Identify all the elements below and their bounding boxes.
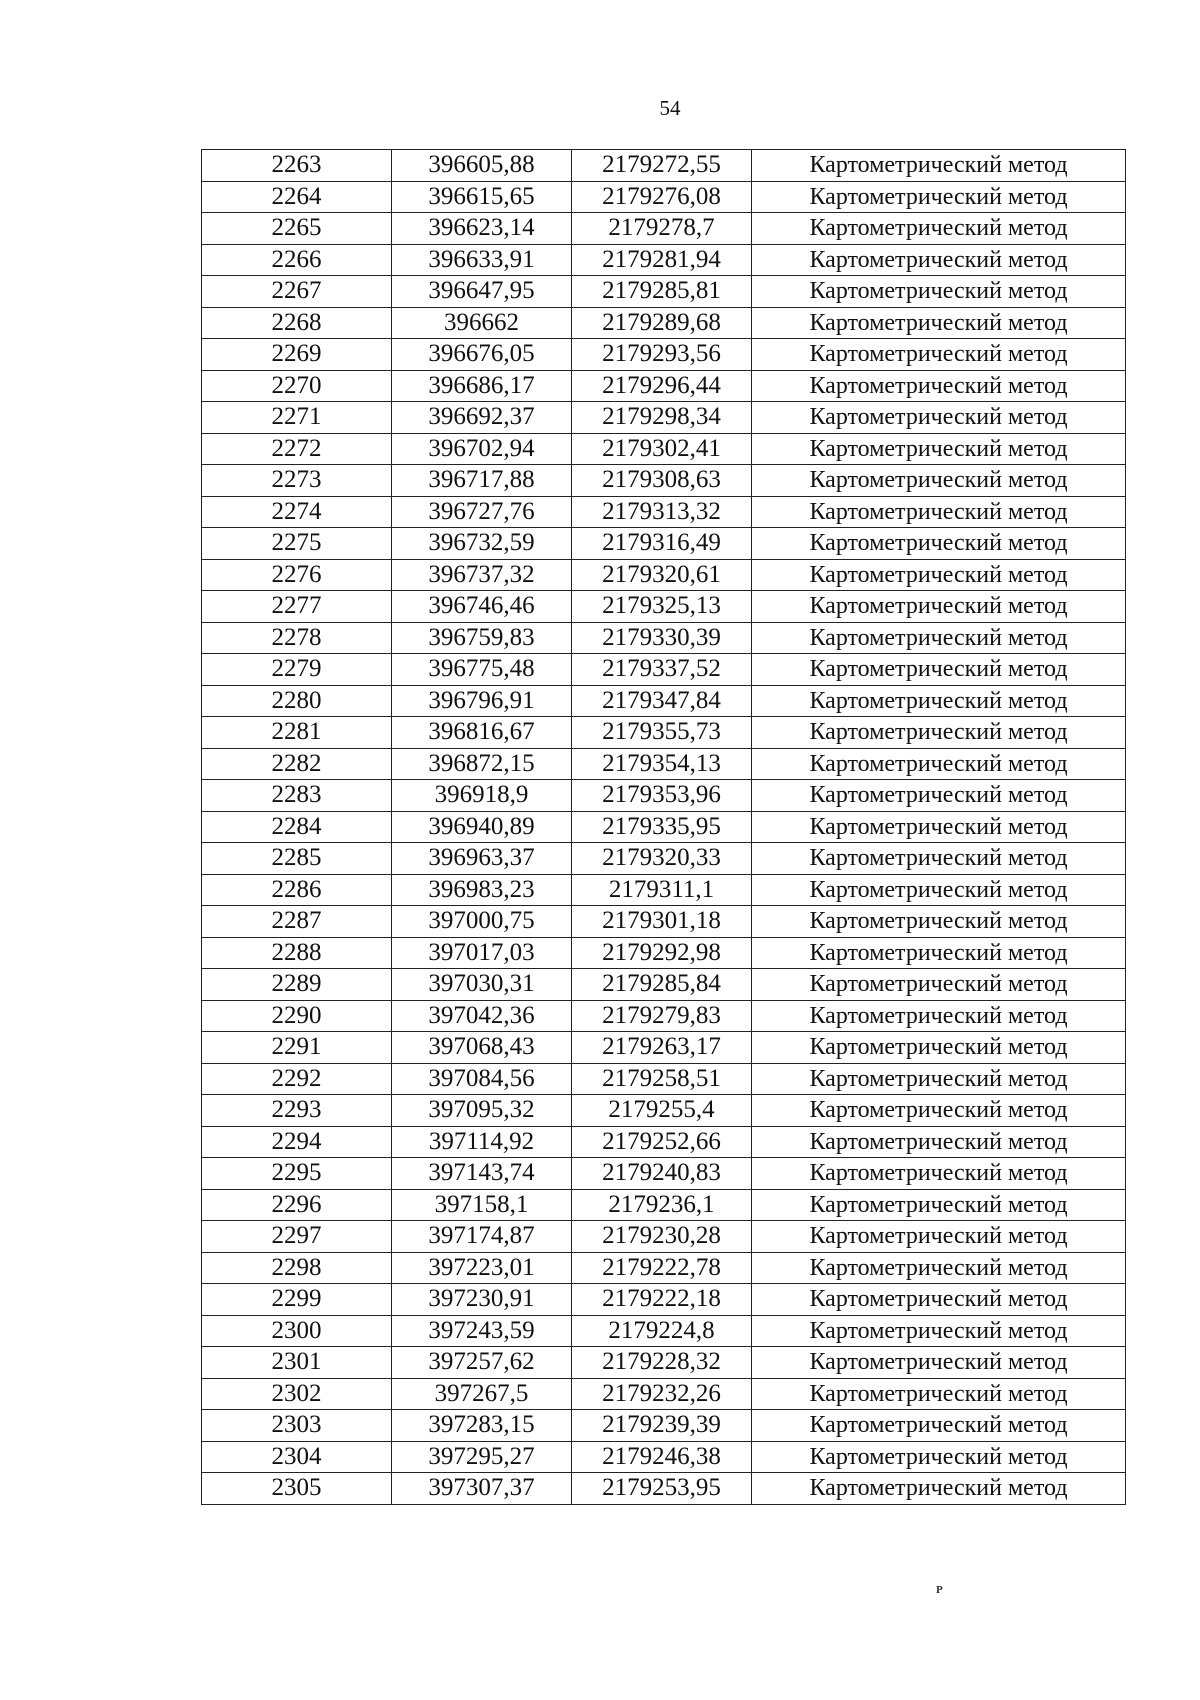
x-coordinate-cell: 397295,27 [392, 1441, 572, 1473]
x-coordinate-cell: 396737,32 [392, 559, 572, 591]
method-cell: Картометрический метод [752, 685, 1126, 717]
x-coordinate-cell: 396727,76 [392, 496, 572, 528]
table-row [202, 370, 1126, 402]
method-cell: Картометрический метод [752, 1315, 1126, 1347]
table-row [202, 150, 1126, 182]
method-cell: Картометрический метод [752, 717, 1126, 749]
point-number-cell: 2300 [202, 1315, 392, 1347]
table-row [202, 559, 1126, 591]
y-coordinate-cell: 2179320,61 [572, 559, 752, 591]
y-coordinate-cell: 2179293,56 [572, 339, 752, 371]
method-cell: Картометрический метод [752, 1189, 1126, 1221]
y-coordinate-cell: 2179232,26 [572, 1378, 752, 1410]
method-cell: Картометрический метод [752, 780, 1126, 812]
method-cell: Картометрический метод [752, 150, 1126, 182]
table-row [202, 1284, 1126, 1316]
method-cell: Картометрический метод [752, 874, 1126, 906]
method-cell: Картометрический метод [752, 1095, 1126, 1127]
point-number-cell: 2303 [202, 1410, 392, 1442]
method-cell: Картометрический метод [752, 654, 1126, 686]
point-number-cell: 2279 [202, 654, 392, 686]
x-coordinate-cell: 397230,91 [392, 1284, 572, 1316]
x-coordinate-cell: 396963,37 [392, 843, 572, 875]
y-coordinate-cell: 2179289,68 [572, 307, 752, 339]
point-number-cell: 2276 [202, 559, 392, 591]
y-coordinate-cell: 2179335,95 [572, 811, 752, 843]
method-cell: Картометрический метод [752, 1410, 1126, 1442]
method-cell: Картометрический метод [752, 339, 1126, 371]
method-cell: Картометрический метод [752, 622, 1126, 654]
table-row [202, 496, 1126, 528]
x-coordinate-cell: 396717,88 [392, 465, 572, 497]
point-number-cell: 2271 [202, 402, 392, 434]
table-row [202, 244, 1126, 276]
x-coordinate-cell: 397030,31 [392, 969, 572, 1001]
point-number-cell: 2298 [202, 1252, 392, 1284]
method-cell: Картометрический метод [752, 528, 1126, 560]
table-row [202, 1473, 1126, 1505]
x-coordinate-cell: 397114,92 [392, 1126, 572, 1158]
method-cell: Картометрический метод [752, 244, 1126, 276]
y-coordinate-cell: 2179228,32 [572, 1347, 752, 1379]
table-row [202, 276, 1126, 308]
method-cell: Картометрический метод [752, 1252, 1126, 1284]
table-row [202, 1347, 1126, 1379]
method-cell: Картометрический метод [752, 307, 1126, 339]
table-row [202, 748, 1126, 780]
point-number-cell: 2272 [202, 433, 392, 465]
table-row [202, 1378, 1126, 1410]
x-coordinate-cell: 397158,1 [392, 1189, 572, 1221]
point-number-cell: 2301 [202, 1347, 392, 1379]
table-row [202, 1126, 1126, 1158]
point-number-cell: 2284 [202, 811, 392, 843]
stray-mark: P [936, 1584, 943, 1596]
table-row [202, 591, 1126, 623]
y-coordinate-cell: 2179337,52 [572, 654, 752, 686]
x-coordinate-cell: 396732,59 [392, 528, 572, 560]
point-number-cell: 2263 [202, 150, 392, 182]
x-coordinate-cell: 396872,15 [392, 748, 572, 780]
point-number-cell: 2290 [202, 1000, 392, 1032]
table-row [202, 780, 1126, 812]
x-coordinate-cell: 397267,5 [392, 1378, 572, 1410]
y-coordinate-cell: 2179285,81 [572, 276, 752, 308]
x-coordinate-cell: 396702,94 [392, 433, 572, 465]
method-cell: Картометрический метод [752, 465, 1126, 497]
y-coordinate-cell: 2179311,1 [572, 874, 752, 906]
table-row [202, 654, 1126, 686]
table-row [202, 307, 1126, 339]
point-number-cell: 2293 [202, 1095, 392, 1127]
y-coordinate-cell: 2179255,4 [572, 1095, 752, 1127]
y-coordinate-cell: 2179355,73 [572, 717, 752, 749]
method-cell: Картометрический метод [752, 496, 1126, 528]
method-cell: Картометрический метод [752, 1000, 1126, 1032]
y-coordinate-cell: 2179236,1 [572, 1189, 752, 1221]
x-coordinate-cell: 397084,56 [392, 1063, 572, 1095]
table-row [202, 843, 1126, 875]
x-coordinate-cell: 397042,36 [392, 1000, 572, 1032]
table-row [202, 1441, 1126, 1473]
point-number-cell: 2281 [202, 717, 392, 749]
y-coordinate-cell: 2179240,83 [572, 1158, 752, 1190]
point-number-cell: 2288 [202, 937, 392, 969]
method-cell: Картометрический метод [752, 276, 1126, 308]
point-number-cell: 2294 [202, 1126, 392, 1158]
method-cell: Картометрический метод [752, 1063, 1126, 1095]
table-row [202, 1063, 1126, 1095]
x-coordinate-cell: 397307,37 [392, 1473, 572, 1505]
point-number-cell: 2305 [202, 1473, 392, 1505]
table-row [202, 339, 1126, 371]
y-coordinate-cell: 2179239,39 [572, 1410, 752, 1442]
table-row [202, 213, 1126, 245]
point-number-cell: 2268 [202, 307, 392, 339]
table-row [202, 906, 1126, 938]
x-coordinate-cell: 396940,89 [392, 811, 572, 843]
x-coordinate-cell: 396816,67 [392, 717, 572, 749]
y-coordinate-cell: 2179330,39 [572, 622, 752, 654]
table-row [202, 685, 1126, 717]
method-cell: Картометрический метод [752, 559, 1126, 591]
table-row [202, 1221, 1126, 1253]
table-row [202, 1410, 1126, 1442]
x-coordinate-cell: 396662 [392, 307, 572, 339]
table-row [202, 717, 1126, 749]
y-coordinate-cell: 2179230,28 [572, 1221, 752, 1253]
table-row [202, 969, 1126, 1001]
point-number-cell: 2264 [202, 181, 392, 213]
table-row [202, 181, 1126, 213]
method-cell: Картометрический метод [752, 181, 1126, 213]
table-row [202, 874, 1126, 906]
method-cell: Картометрический метод [752, 433, 1126, 465]
point-number-cell: 2297 [202, 1221, 392, 1253]
table-row [202, 1315, 1126, 1347]
y-coordinate-cell: 2179263,17 [572, 1032, 752, 1064]
x-coordinate-cell: 397223,01 [392, 1252, 572, 1284]
point-number-cell: 2282 [202, 748, 392, 780]
point-number-cell: 2291 [202, 1032, 392, 1064]
point-number-cell: 2270 [202, 370, 392, 402]
table-row [202, 811, 1126, 843]
x-coordinate-cell: 396686,17 [392, 370, 572, 402]
x-coordinate-cell: 397095,32 [392, 1095, 572, 1127]
x-coordinate-cell: 396623,14 [392, 213, 572, 245]
x-coordinate-cell: 396633,91 [392, 244, 572, 276]
y-coordinate-cell: 2179222,18 [572, 1284, 752, 1316]
point-number-cell: 2302 [202, 1378, 392, 1410]
table-row [202, 622, 1126, 654]
y-coordinate-cell: 2179272,55 [572, 150, 752, 182]
y-coordinate-cell: 2179246,38 [572, 1441, 752, 1473]
table-row [202, 937, 1126, 969]
method-cell: Картометрический метод [752, 402, 1126, 434]
x-coordinate-cell: 397068,43 [392, 1032, 572, 1064]
method-cell: Картометрический метод [752, 1126, 1126, 1158]
point-number-cell: 2289 [202, 969, 392, 1001]
point-number-cell: 2275 [202, 528, 392, 560]
table-row [202, 1032, 1126, 1064]
point-number-cell: 2296 [202, 1189, 392, 1221]
x-coordinate-cell: 396647,95 [392, 276, 572, 308]
y-coordinate-cell: 2179252,66 [572, 1126, 752, 1158]
method-cell: Картометрический метод [752, 1347, 1126, 1379]
point-number-cell: 2283 [202, 780, 392, 812]
y-coordinate-cell: 2179285,84 [572, 969, 752, 1001]
x-coordinate-cell: 396692,37 [392, 402, 572, 434]
x-coordinate-cell: 397000,75 [392, 906, 572, 938]
x-coordinate-cell: 397174,87 [392, 1221, 572, 1253]
x-coordinate-cell: 397283,15 [392, 1410, 572, 1442]
point-number-cell: 2287 [202, 906, 392, 938]
method-cell: Картометрический метод [752, 213, 1126, 245]
x-coordinate-cell: 396918,9 [392, 780, 572, 812]
y-coordinate-cell: 2179292,98 [572, 937, 752, 969]
method-cell: Картометрический метод [752, 748, 1126, 780]
y-coordinate-cell: 2179276,08 [572, 181, 752, 213]
table-row [202, 1252, 1126, 1284]
y-coordinate-cell: 2179353,96 [572, 780, 752, 812]
table-row [202, 1095, 1126, 1127]
x-coordinate-cell: 397017,03 [392, 937, 572, 969]
x-coordinate-cell: 396775,48 [392, 654, 572, 686]
method-cell: Картометрический метод [752, 591, 1126, 623]
x-coordinate-cell: 396796,91 [392, 685, 572, 717]
point-number-cell: 2273 [202, 465, 392, 497]
table-row [202, 465, 1126, 497]
table-row [202, 1158, 1126, 1190]
point-number-cell: 2269 [202, 339, 392, 371]
y-coordinate-cell: 2179279,83 [572, 1000, 752, 1032]
y-coordinate-cell: 2179320,33 [572, 843, 752, 875]
x-coordinate-cell: 396676,05 [392, 339, 572, 371]
point-number-cell: 2280 [202, 685, 392, 717]
table-row [202, 402, 1126, 434]
point-number-cell: 2285 [202, 843, 392, 875]
table-row [202, 1189, 1126, 1221]
method-cell: Картометрический метод [752, 1221, 1126, 1253]
point-number-cell: 2265 [202, 213, 392, 245]
point-number-cell: 2267 [202, 276, 392, 308]
method-cell: Картометрический метод [752, 811, 1126, 843]
method-cell: Картометрический метод [752, 1378, 1126, 1410]
y-coordinate-cell: 2179296,44 [572, 370, 752, 402]
method-cell: Картометрический метод [752, 1032, 1126, 1064]
table-row [202, 433, 1126, 465]
method-cell: Картометрический метод [752, 843, 1126, 875]
method-cell: Картометрический метод [752, 937, 1126, 969]
method-cell: Картометрический метод [752, 370, 1126, 402]
method-cell: Картометрический метод [752, 1158, 1126, 1190]
y-coordinate-cell: 2179222,78 [572, 1252, 752, 1284]
point-number-cell: 2299 [202, 1284, 392, 1316]
x-coordinate-cell: 396615,65 [392, 181, 572, 213]
y-coordinate-cell: 2179298,34 [572, 402, 752, 434]
method-cell: Картометрический метод [752, 1441, 1126, 1473]
point-number-cell: 2295 [202, 1158, 392, 1190]
point-number-cell: 2266 [202, 244, 392, 276]
y-coordinate-cell: 2179301,18 [572, 906, 752, 938]
y-coordinate-cell: 2179325,13 [572, 591, 752, 623]
y-coordinate-cell: 2179354,13 [572, 748, 752, 780]
y-coordinate-cell: 2179224,8 [572, 1315, 752, 1347]
method-cell: Картометрический метод [752, 1284, 1126, 1316]
method-cell: Картометрический метод [752, 906, 1126, 938]
x-coordinate-cell: 396605,88 [392, 150, 572, 182]
x-coordinate-cell: 396746,46 [392, 591, 572, 623]
y-coordinate-cell: 2179313,32 [572, 496, 752, 528]
y-coordinate-cell: 2179347,84 [572, 685, 752, 717]
y-coordinate-cell: 2179316,49 [572, 528, 752, 560]
point-number-cell: 2278 [202, 622, 392, 654]
coordinates-table [201, 149, 1126, 1505]
page-number: 54 [659, 96, 681, 120]
point-number-cell: 2286 [202, 874, 392, 906]
x-coordinate-cell: 397257,62 [392, 1347, 572, 1379]
point-number-cell: 2292 [202, 1063, 392, 1095]
x-coordinate-cell: 397143,74 [392, 1158, 572, 1190]
method-cell: Картометрический метод [752, 1473, 1126, 1505]
x-coordinate-cell: 396983,23 [392, 874, 572, 906]
y-coordinate-cell: 2179253,95 [572, 1473, 752, 1505]
point-number-cell: 2277 [202, 591, 392, 623]
coordinates-table-body [202, 150, 1126, 1505]
y-coordinate-cell: 2179302,41 [572, 433, 752, 465]
table-row [202, 1000, 1126, 1032]
point-number-cell: 2274 [202, 496, 392, 528]
x-coordinate-cell: 396759,83 [392, 622, 572, 654]
x-coordinate-cell: 397243,59 [392, 1315, 572, 1347]
table-row [202, 528, 1126, 560]
point-number-cell: 2304 [202, 1441, 392, 1473]
y-coordinate-cell: 2179308,63 [572, 465, 752, 497]
y-coordinate-cell: 2179281,94 [572, 244, 752, 276]
method-cell: Картометрический метод [752, 969, 1126, 1001]
y-coordinate-cell: 2179278,7 [572, 213, 752, 245]
y-coordinate-cell: 2179258,51 [572, 1063, 752, 1095]
